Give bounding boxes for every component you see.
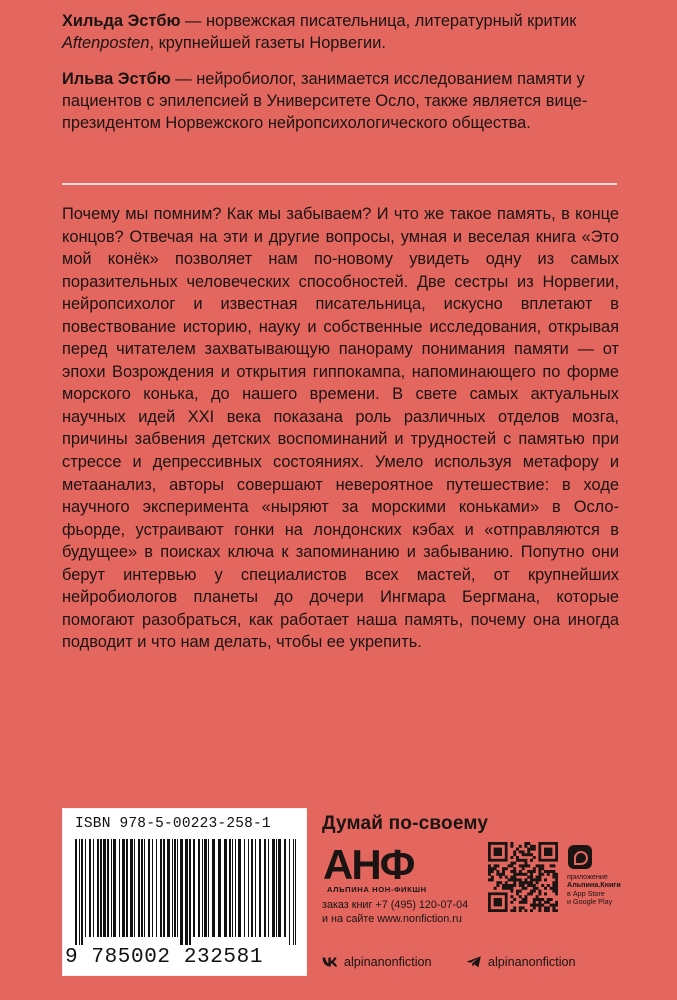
telegram-handle: alpinanonfiction (488, 955, 576, 969)
isbn-number: ISBN 978-5-00223-258-1 (75, 816, 271, 832)
divider-line (62, 183, 617, 185)
vk-link (322, 955, 432, 969)
ean-digits: 9 785002 232581 (65, 946, 264, 969)
telegram-link (466, 955, 576, 969)
svg-text:АНФ: АНФ (323, 843, 414, 883)
publisher-motto: Думай по-своему (322, 813, 489, 834)
book-description: Почему мы помним? Как мы забываем? И что же такое память, в конце концов? Отвечая на эти и другие вопросы, умная и веселая книга «Это мой конёк» позволяет нам по-новому увидеть одну из самых поразительных человеческих способностей. Две сестры из Норвегии, нейропсихолог и известная писательница, искусно вплетают в повествование историю, науку и собственные исследования, открывая перед читателем захватывающую панораму понимания памяти — от эпохи Возрождения и открытия гиппокампа, напоминающего по форме морского конька, до нашего времени. В свете самых актуальных научных идей XXI века показана роль различных отделов мозга, причины забвения детских воспоминаний и трудностей с памятью при стрессе и депрессивных состояниях. Умело используя метафору и метаанализ, авторы совершают невероятное путешествие: в ходе научного эксперимента «ныряют за морскими коньками» в Осло-фьорде, устраивают гонки на лондонских кэбах и «отправляются в будущее» в поисках ключа к запоминанию и забыванию. Попутно они берут интервью у специалистов всех мастей, от крупнейших нейробиологов планеты до дочери Ингмара Бергмана, которые помогают разобраться, как работает наша память, почему она иногда подводит и что нам делать, чтобы ее укрепить. (62, 205, 619, 652)
website: и на сайте www.nonfiction.ru (322, 913, 462, 925)
telegram-icon (466, 956, 482, 968)
qr-code-icon (488, 842, 558, 912)
author-name: Ильва Эстбю (62, 70, 171, 88)
barcode-label (62, 808, 307, 976)
order-phone: заказ книг +7 (495) 120-07-04 (322, 899, 469, 911)
author-bio-ylva: Ильва Эстбю — нейробиолог, занимается исследованием памяти у пациентов с эпилепсией в Университете Осло, также является вице-президентом Норвежского нейропсихологического общества. (62, 70, 588, 132)
author-bio-hilde: Хильда Эстбю — норвежская писательница, литературный критик Aftenposten, крупнейшей газеты Норвегии. (62, 12, 577, 52)
vk-icon (322, 956, 338, 968)
publisher-name: АЛЬПИНА НОН-ФИКШН (327, 885, 427, 894)
app-badge: приложение Альпина.Книги в App Store и Google Play (567, 845, 625, 907)
vk-handle: alpinanonfiction (344, 955, 432, 969)
publisher-logo-icon (323, 843, 417, 883)
publisher-contacts (322, 898, 492, 926)
newspaper-name: Aftenposten (62, 34, 150, 52)
author-bios (62, 10, 622, 148)
author-name: Хильда Эстбю (62, 12, 181, 30)
app-logo-icon (568, 845, 592, 869)
barcode-icon (75, 839, 297, 945)
